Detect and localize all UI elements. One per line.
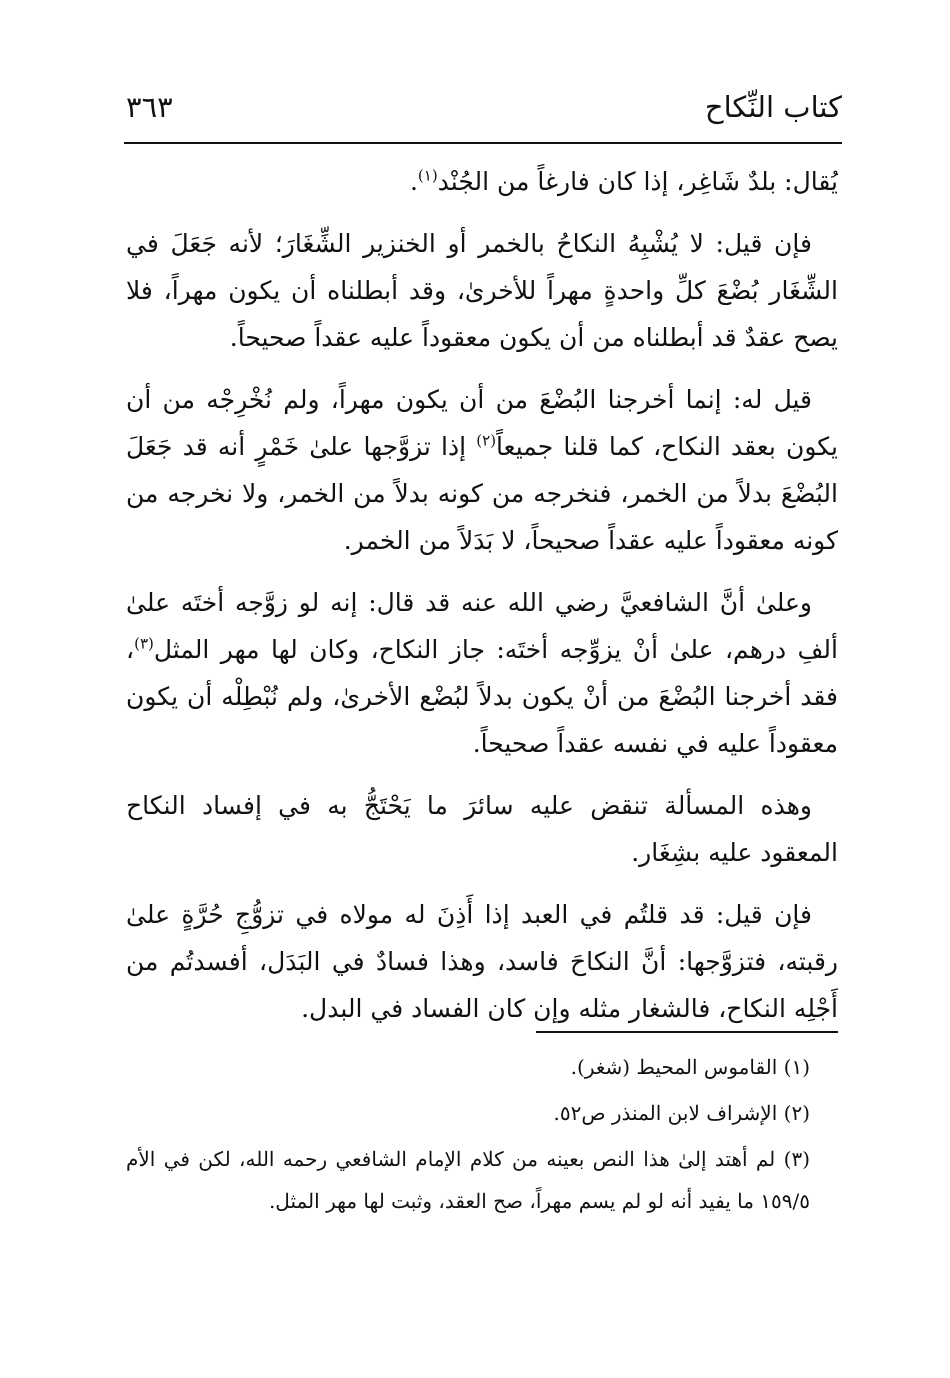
paragraph-3-text-b: إذا تزوَّجها علىٰ خَمْرٍ أنه قد جَعَلَ البُضْعَ بدلاً من الخمر، فنخرجه من كونه بدلاً من الخمر، ولا نخرجه من كونه معقوداً عليه عقداً صحيحاً، لا بَدَلاً من الخمر.	[126, 432, 838, 555]
footnote-number: (٣)	[783, 1147, 810, 1171]
paragraph-2: فإن قيل: لا يُشْبِهُ النكاحُ بالخمر أو الخنزير الشِّغَارَ؛ لأنه جَعَلَ في الشِّغَار بُضْعَ كلِّ واحدةٍ مهراً للأخرىٰ، وقد أبطلناه أن يكون مهراً، فلا يصح عقدٌ قد أبطلناه من أن يكون معقوداً عليه عقداً صحيحاً.	[126, 229, 838, 352]
footnote-ref-2: (٢)	[476, 431, 497, 450]
footnote-ref-1: (١)	[417, 166, 438, 185]
paragraph-3-text-a: قيل له: إنما أخرجنا البُضْعَ من أن يكون مهراً، ولم نُخْرِجْه من أن يكون بعقد النكاح، كما قلنا جميعاً	[126, 385, 838, 461]
paragraph-1-text: يُقال: بلدٌ شَاغِر، إذا كان فارغاً من الجُنْد	[437, 167, 838, 196]
footnote-2	[126, 1092, 838, 1134]
footnote-divider	[536, 1031, 838, 1033]
paragraph-1	[126, 158, 838, 205]
paragraph-5: وهذه المسألة تنقض عليه سائرَ ما يَحْتَجُّ به في إفساد النكاح المعقود عليه بشِغَار.	[126, 791, 838, 867]
footnote-ref-3: (٣)	[134, 634, 154, 653]
footnote-1	[126, 1046, 838, 1088]
paragraph-3	[126, 376, 838, 564]
page-number: ٣٦٣	[126, 90, 173, 124]
footnote-text: الإشراف لابن المنذر ص٥٢.	[553, 1101, 778, 1125]
footnote-3	[126, 1138, 838, 1222]
footnote-text: القاموس المحيط (شغر).	[570, 1055, 778, 1079]
main-text	[126, 158, 838, 1047]
paragraph-4-text-b: ، فقد أخرجنا البُضْعَ من أنْ يكون بدلاً لبُضْع الأخرىٰ، ولم نُبْطِلْه أن يكون معقوداً عليه في نفسه عقداً صحيحاً.	[126, 635, 838, 758]
footnote-number: (٢)	[783, 1101, 810, 1125]
footnote-text: لم أهتد إلىٰ هذا النص بعينه من كلام الإمام الشافعي رحمه الله، لكن في الأم ١٥٩/٥ ما يفيد أنه لو لم يسم مهراً، صح العقد، وثبت لها مهر المثل.	[126, 1147, 810, 1213]
footnotes	[126, 1046, 838, 1226]
page-header	[124, 88, 842, 144]
paragraph-6: فإن قيل: قد قلتُم في العبد إذا أَذِنَ له مولاه في تزوُّجِ حُرَّةٍ علىٰ رقبته، فتزوَّجها: أنَّ النكاحَ فاسد، وهذا فسادٌ في البَدَل، أفسدتُم من أَجْلِه النكاح، فالشغار مثله وإن كان الفساد في البدل.	[126, 900, 838, 1023]
paragraph-4	[126, 579, 838, 767]
chapter-title: كتاب النِّكاح	[704, 90, 842, 124]
paragraph-1-end: .	[409, 167, 418, 196]
paragraph-4-text-a: وعلىٰ أنَّ الشافعيَّ رضي الله عنه قد قال: إنه لو زوَّجه أختَه علىٰ ألفِ درهم، علىٰ أنْ يزوِّجه أختَه: جاز النكاح، وكان لها مهر المثل	[126, 588, 838, 664]
footnote-number: (١)	[783, 1055, 810, 1079]
